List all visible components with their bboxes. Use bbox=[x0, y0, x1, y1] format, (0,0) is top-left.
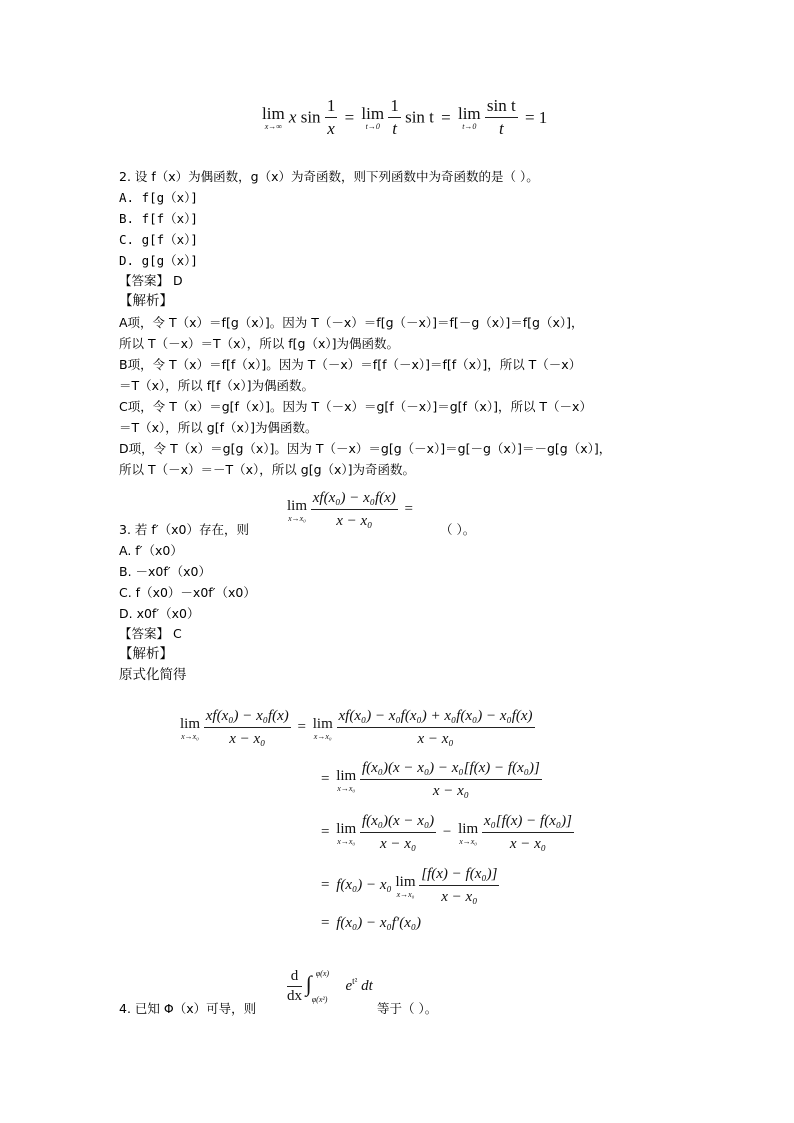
q2-stem: 2. 设 f（x）为偶函数，g（x）为奇函数，则下列函数中为奇函数的是（ ）。 bbox=[119, 169, 539, 184]
q2-option-a: A. f[g（x）] bbox=[119, 190, 198, 205]
fraction: $\frac{1}{x}$ bbox=[326, 96, 336, 138]
q3-option-b: B. －x0f′（x0） bbox=[119, 564, 211, 579]
q2-analysis-line: B项，令 T（x）＝f[f（x）]。因为 T（－x）＝f[f（－x）]＝f[f（x）]，所以 T（－x） bbox=[119, 357, 582, 372]
q3-limit-formula: lim x→x₀ $\frac{\text{xf(x₀) − x₀f(x)}}{\text{x − x₀}}$ = bbox=[287, 490, 413, 529]
q3-option-c: C. f（x0）－x0f′（x0） bbox=[119, 585, 256, 600]
q3-option-d: D. x0f′（x0） bbox=[119, 606, 200, 621]
q3-answer: 【答案】 C bbox=[119, 626, 182, 641]
derivation-line-3: = lim x→x₀ $\frac{\text{f(x₀)(x − x₀)}}{\text{x − x₀}}$ − lim x→x₀ $\frac{\text{x₀[f(x) − f(x₀)]}}{\text{x − x₀}}$ bbox=[321, 813, 572, 852]
derivation-line-2: = lim x→x₀ $\frac{\text{f(x₀)(x − x₀) − x₀[f(x) − f(x₀)]}}{\text{x − x₀}}$ bbox=[321, 760, 540, 799]
q2-answer: 【答案】 D bbox=[119, 273, 183, 288]
derivation-line-1: lim x→x₀ $\frac{\text{xf(x₀) − x₀f(x)}}{\text{x − x₀}}$ = lim x→x₀ $\frac{\text{xf(x₀) − x₀f(x₀) + x₀f(x₀) − x₀f(x)}}{\text{x − x₀}}$ bbox=[180, 708, 533, 747]
q2-option-b: B. f[f（x）] bbox=[119, 211, 198, 226]
q2-analysis-label: 【解析】 bbox=[119, 293, 173, 309]
fraction: $\frac{\text{sin t}}{t}$ bbox=[486, 96, 516, 138]
q3-analysis-intro: 原式化简得 bbox=[119, 667, 187, 683]
q4-stem-suffix: 等于（ ）。 bbox=[377, 1001, 438, 1016]
q2-option-d: D. g[g（x）] bbox=[119, 253, 198, 268]
limit-operator: lim x→∞ bbox=[262, 103, 285, 131]
q2-analysis-line: ＝T（x），所以 f[f（x）]为偶函数。 bbox=[119, 378, 314, 393]
fraction: $\frac{\text{xf(x₀) − x₀f(x)}}{\text{x − x₀}}$ bbox=[312, 490, 396, 529]
derivation-line-5: = f(x₀) − x₀f′(x₀) bbox=[321, 915, 422, 932]
q3-stem-suffix: （ ）。 bbox=[440, 522, 476, 537]
q2-analysis-line: 所以 T（－x）＝－T（x），所以 g[g（x）]为奇函数。 bbox=[119, 462, 416, 477]
fraction: $\frac{1}{t}$ bbox=[390, 96, 399, 138]
q2-analysis-line: ＝T（x），所以 g[f（x）]为偶函数。 bbox=[119, 420, 318, 435]
limit-operator: lim t→0 bbox=[361, 103, 385, 131]
q2-option-c: C. g[f（x）] bbox=[119, 232, 198, 247]
q4-integral-formula: $\frac{d}{dx}$ ∫ φ(x) φ(x²) $e^{t^2}$ dt bbox=[287, 968, 373, 1004]
derivation-line-4: = f(x₀) − x₀ lim x→x₀ $\frac{\text{[f(x) − f(x₀)]}}{\text{x − x₀}}$ bbox=[321, 866, 498, 905]
q2-analysis-line: C项，令 T（x）＝g[f（x）]。因为 T（－x）＝g[f（－x）]＝g[f（x）]，所以 T（－x） bbox=[119, 399, 592, 414]
q3-stem: 3. 若 f′（x0）存在，则 bbox=[119, 522, 249, 537]
q3-analysis-label: 【解析】 bbox=[119, 646, 173, 662]
q3-option-a: A. f′（x0） bbox=[119, 543, 183, 558]
limit-operator: lim x→x₀ bbox=[287, 497, 308, 523]
q2-analysis-line: 所以 T（－x）＝T（x），所以 f[g（x）]为偶函数。 bbox=[119, 336, 399, 351]
q2-analysis-line: D项，令 T（x）＝g[g（x）]。因为 T（－x）＝g[g（－x）]＝g[－g（x）]＝－g[g（x）]， bbox=[119, 441, 612, 456]
q4-stem: 4. 已知 Φ（x）可导，则 bbox=[119, 1001, 257, 1016]
top-limit-formula: lim x→∞ x sin $\frac{1}{x}$ = lim t→0 $\frac{1}{t}$ sin t = lim t→0 $\frac{\text{sin t}}{t}$ = 1 bbox=[262, 96, 548, 138]
limit-operator: lim t→0 bbox=[457, 103, 481, 131]
q2-analysis-line: A项，令 T（x）＝f[g（x）]。因为 T（－x）＝f[g（－x）]＝f[－g（x）]＝f[g（x）]， bbox=[119, 315, 584, 330]
